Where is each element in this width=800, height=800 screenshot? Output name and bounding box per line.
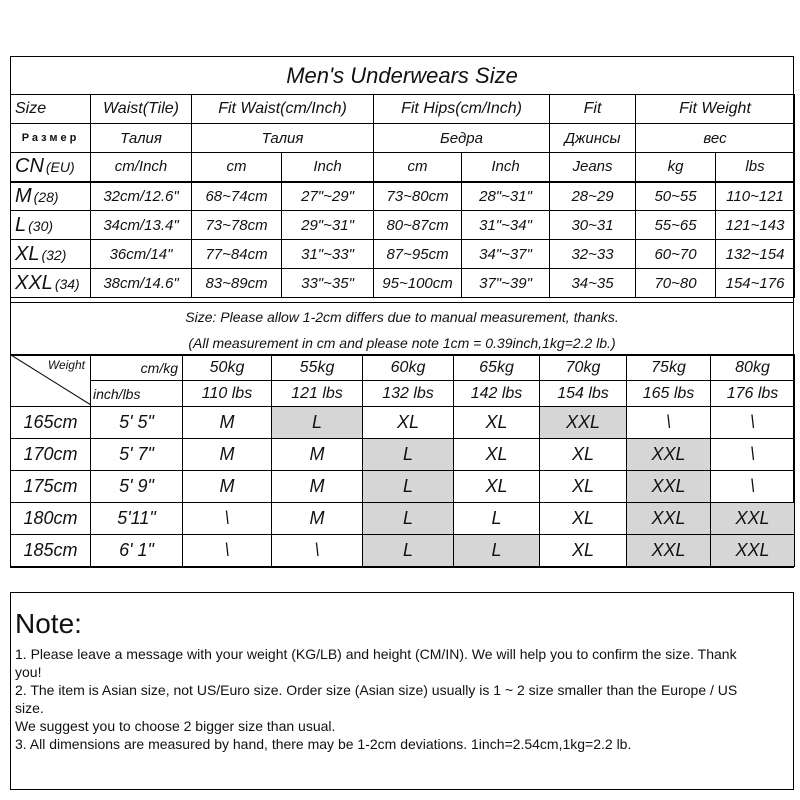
recommended-size: \ xyxy=(272,535,363,567)
size-value-waist: 38cm/14.6" xyxy=(91,269,192,298)
eu-size-label: (30) xyxy=(28,217,54,234)
weight-kg-header: 55kg xyxy=(272,355,363,381)
note-line: 2. The item is Asian size, not US/Euro size. Order size (Asian size) usually is 1 ~ 2 size smaller than the Europe / US xyxy=(15,682,738,698)
size-chart xyxy=(10,56,794,568)
height-inch: 5' 5" xyxy=(91,407,183,439)
recommended-size: XXL xyxy=(627,471,711,503)
recommended-size: XXL xyxy=(627,439,711,471)
recommended-size: L xyxy=(363,535,454,567)
weight-lbs-header: 165 lbs xyxy=(627,381,711,407)
recommended-size: XL xyxy=(454,439,540,471)
unit-fh-inch: Inch xyxy=(462,153,550,182)
recommended-size: XXL xyxy=(627,535,711,567)
recommended-size: \ xyxy=(711,407,795,439)
weight-kg-header: 60kg xyxy=(363,355,454,381)
chart-title: Men's Underwears Size xyxy=(11,57,793,95)
recommended-size: M xyxy=(272,503,363,535)
recommended-size: XL xyxy=(540,439,627,471)
size-value-fw-in: 31"~33" xyxy=(282,240,374,269)
size-label: XL xyxy=(15,242,40,265)
size-value-kg: 55~65 xyxy=(636,211,716,240)
size-value-kg: 70~80 xyxy=(636,269,716,298)
note-box xyxy=(10,592,794,790)
recommended-size: \ xyxy=(183,535,272,567)
size-row xyxy=(11,211,795,240)
recommended-size: M xyxy=(183,439,272,471)
header-row xyxy=(11,95,795,124)
fit-hips-header: Fit Hips(cm/Inch) xyxy=(374,95,550,124)
unit-fw-cm: cm xyxy=(192,153,282,182)
weight-lbs-header: 132 lbs xyxy=(363,381,454,407)
note-line: 1. Please leave a message with your weight (KG/LB) and height (CM/IN). We will help you to confirm the size. Thank xyxy=(15,646,737,662)
unit-waist: cm/Inch xyxy=(91,153,192,182)
ru-waist-label: Талия xyxy=(91,124,192,153)
unit-kg: kg xyxy=(636,153,716,182)
height-row xyxy=(11,439,795,471)
weight-label: Weight xyxy=(47,358,85,372)
weight-height-table xyxy=(10,354,795,567)
note-title: Note: xyxy=(15,608,82,639)
size-cell xyxy=(11,240,91,269)
recommended-size: XL xyxy=(454,407,540,439)
size-row xyxy=(11,240,795,269)
dimension-table xyxy=(10,94,795,298)
size-value-fw-in: 27"~29" xyxy=(282,182,374,211)
fit-weight-header: Fit Weight xyxy=(636,95,795,124)
height-inch: 5' 9" xyxy=(91,471,183,503)
size-value-fh-in: 34"~37" xyxy=(462,240,550,269)
height-row xyxy=(11,471,795,503)
eu-size-label: (32) xyxy=(41,246,67,263)
size-label: M xyxy=(15,184,32,207)
ru-size-label: Размер xyxy=(11,124,91,153)
size-value-fh-cm: 80~87cm xyxy=(374,211,462,240)
weight-lbs-header: 121 lbs xyxy=(272,381,363,407)
eu-label: (EU) xyxy=(45,159,75,176)
ru-jeans-label: Джинсы xyxy=(550,124,636,153)
size-value-fh-in: 37"~39" xyxy=(462,269,550,298)
size-label: XXL xyxy=(15,271,53,294)
size-value-jeans: 28~29 xyxy=(550,182,636,211)
recommended-size: M xyxy=(272,439,363,471)
size-cell xyxy=(11,269,91,298)
kg-unit-label: cm/kg xyxy=(91,355,183,381)
weight-lbs-header: 110 lbs xyxy=(183,381,272,407)
height-cm: 170cm xyxy=(11,439,91,471)
note-line: size. xyxy=(15,700,44,716)
recommended-size: L xyxy=(454,503,540,535)
note-lines xyxy=(15,645,793,753)
recommended-size: M xyxy=(183,407,272,439)
note-line: We suggest you to choose 2 bigger size than usual. xyxy=(15,718,336,734)
recommended-size: L xyxy=(454,535,540,567)
size-value-jeans: 30~31 xyxy=(550,211,636,240)
size-cell xyxy=(11,211,91,240)
recommended-size: L xyxy=(363,471,454,503)
unit-lbs: lbs xyxy=(716,153,795,182)
weight-kg-header: 80kg xyxy=(711,355,795,381)
size-value-lbs: 154~176 xyxy=(716,269,795,298)
size-label: L xyxy=(15,213,27,236)
notice-line-2: (All measurement in cm and please note 1cm = 0.39inch,1kg=2.2 lb.) xyxy=(188,335,616,351)
size-value-jeans: 34~35 xyxy=(550,269,636,298)
height-cm: 175cm xyxy=(11,471,91,503)
weight-lbs-header: 154 lbs xyxy=(540,381,627,407)
waist-header: Waist(Tile) xyxy=(91,95,192,124)
recommended-size: \ xyxy=(183,503,272,535)
note-line: 3. All dimensions are measured by hand, there may be 1-2cm deviations. 1inch=2.54cm,1kg=2.2 lb. xyxy=(15,736,632,752)
recommended-size: XXL xyxy=(540,407,627,439)
recommended-size: XL xyxy=(540,503,627,535)
size-value-fw-cm: 77~84cm xyxy=(192,240,282,269)
recommended-size: XL xyxy=(540,535,627,567)
size-value-fw-in: 29"~31" xyxy=(282,211,374,240)
cn-eu-label xyxy=(11,153,91,182)
unit-jeans: Jeans xyxy=(550,153,636,182)
height-row xyxy=(11,535,795,567)
notice-line-1: Size: Please allow 1-2cm differs due to manual measurement, thanks. xyxy=(185,309,619,325)
weight-kg-header: 70kg xyxy=(540,355,627,381)
lbs-unit-label: inch/lbs xyxy=(91,381,183,407)
note-line: you! xyxy=(15,664,42,680)
recommended-size: L xyxy=(363,503,454,535)
size-value-fw-in: 33"~35" xyxy=(282,269,374,298)
recommended-size: XL xyxy=(454,471,540,503)
recommended-size: M xyxy=(272,471,363,503)
measurement-notice xyxy=(11,302,793,356)
height-cm: 165cm xyxy=(11,407,91,439)
eu-size-label: (28) xyxy=(33,188,59,205)
size-row xyxy=(11,182,795,211)
weight-height-corner xyxy=(11,355,91,407)
size-row xyxy=(11,269,795,298)
recommended-size: XXL xyxy=(711,535,795,567)
size-value-fw-cm: 68~74cm xyxy=(192,182,282,211)
eu-size-label: (34) xyxy=(54,275,80,292)
height-inch: 6' 1" xyxy=(91,535,183,567)
recommended-size: L xyxy=(272,407,363,439)
size-value-jeans: 32~33 xyxy=(550,240,636,269)
weight-lbs-header: 142 lbs xyxy=(454,381,540,407)
unit-fw-inch: Inch xyxy=(282,153,374,182)
ru-hips-label: Бедра xyxy=(374,124,550,153)
recommended-size: M xyxy=(183,471,272,503)
size-value-fh-cm: 73~80cm xyxy=(374,182,462,211)
weight-kg-header: 50kg xyxy=(183,355,272,381)
size-value-fh-cm: 95~100cm xyxy=(374,269,462,298)
size-value-waist: 34cm/13.4" xyxy=(91,211,192,240)
size-value-kg: 50~55 xyxy=(636,182,716,211)
recommended-size: XL xyxy=(540,471,627,503)
size-value-waist: 36cm/14" xyxy=(91,240,192,269)
russian-header-row xyxy=(11,124,795,153)
weight-lbs-header: 176 lbs xyxy=(711,381,795,407)
size-value-fh-cm: 87~95cm xyxy=(374,240,462,269)
height-inch: 5'11" xyxy=(91,503,183,535)
size-value-fw-cm: 73~78cm xyxy=(192,211,282,240)
recommended-size: XXL xyxy=(627,503,711,535)
ru-fit-waist-label: Талия xyxy=(192,124,374,153)
weight-lbs-row xyxy=(11,381,795,407)
weight-kg-row xyxy=(11,355,795,381)
height-row xyxy=(11,503,795,535)
size-value-fh-in: 28"~31" xyxy=(462,182,550,211)
weight-kg-header: 65kg xyxy=(454,355,540,381)
size-value-kg: 60~70 xyxy=(636,240,716,269)
size-value-lbs: 110~121 xyxy=(716,182,795,211)
recommended-size: \ xyxy=(711,439,795,471)
recommended-size: XL xyxy=(363,407,454,439)
size-value-fw-cm: 83~89cm xyxy=(192,269,282,298)
size-value-lbs: 121~143 xyxy=(716,211,795,240)
fit-waist-header: Fit Waist(cm/Inch) xyxy=(192,95,374,124)
size-value-lbs: 132~154 xyxy=(716,240,795,269)
size-header: Size xyxy=(11,95,91,124)
fit-header: Fit xyxy=(550,95,636,124)
size-value-waist: 32cm/12.6" xyxy=(91,182,192,211)
ru-weight-label: вес xyxy=(636,124,795,153)
height-cm: 185cm xyxy=(11,535,91,567)
height-cm: 180cm xyxy=(11,503,91,535)
units-row xyxy=(11,153,795,182)
cn-label: CN xyxy=(15,155,44,178)
recommended-size: XXL xyxy=(711,503,795,535)
height-row xyxy=(11,407,795,439)
size-cell xyxy=(11,182,91,211)
size-value-fh-in: 31"~34" xyxy=(462,211,550,240)
weight-kg-header: 75kg xyxy=(627,355,711,381)
height-inch: 5' 7" xyxy=(91,439,183,471)
recommended-size: \ xyxy=(711,471,795,503)
recommended-size: L xyxy=(363,439,454,471)
unit-fh-cm: cm xyxy=(374,153,462,182)
recommended-size: \ xyxy=(627,407,711,439)
